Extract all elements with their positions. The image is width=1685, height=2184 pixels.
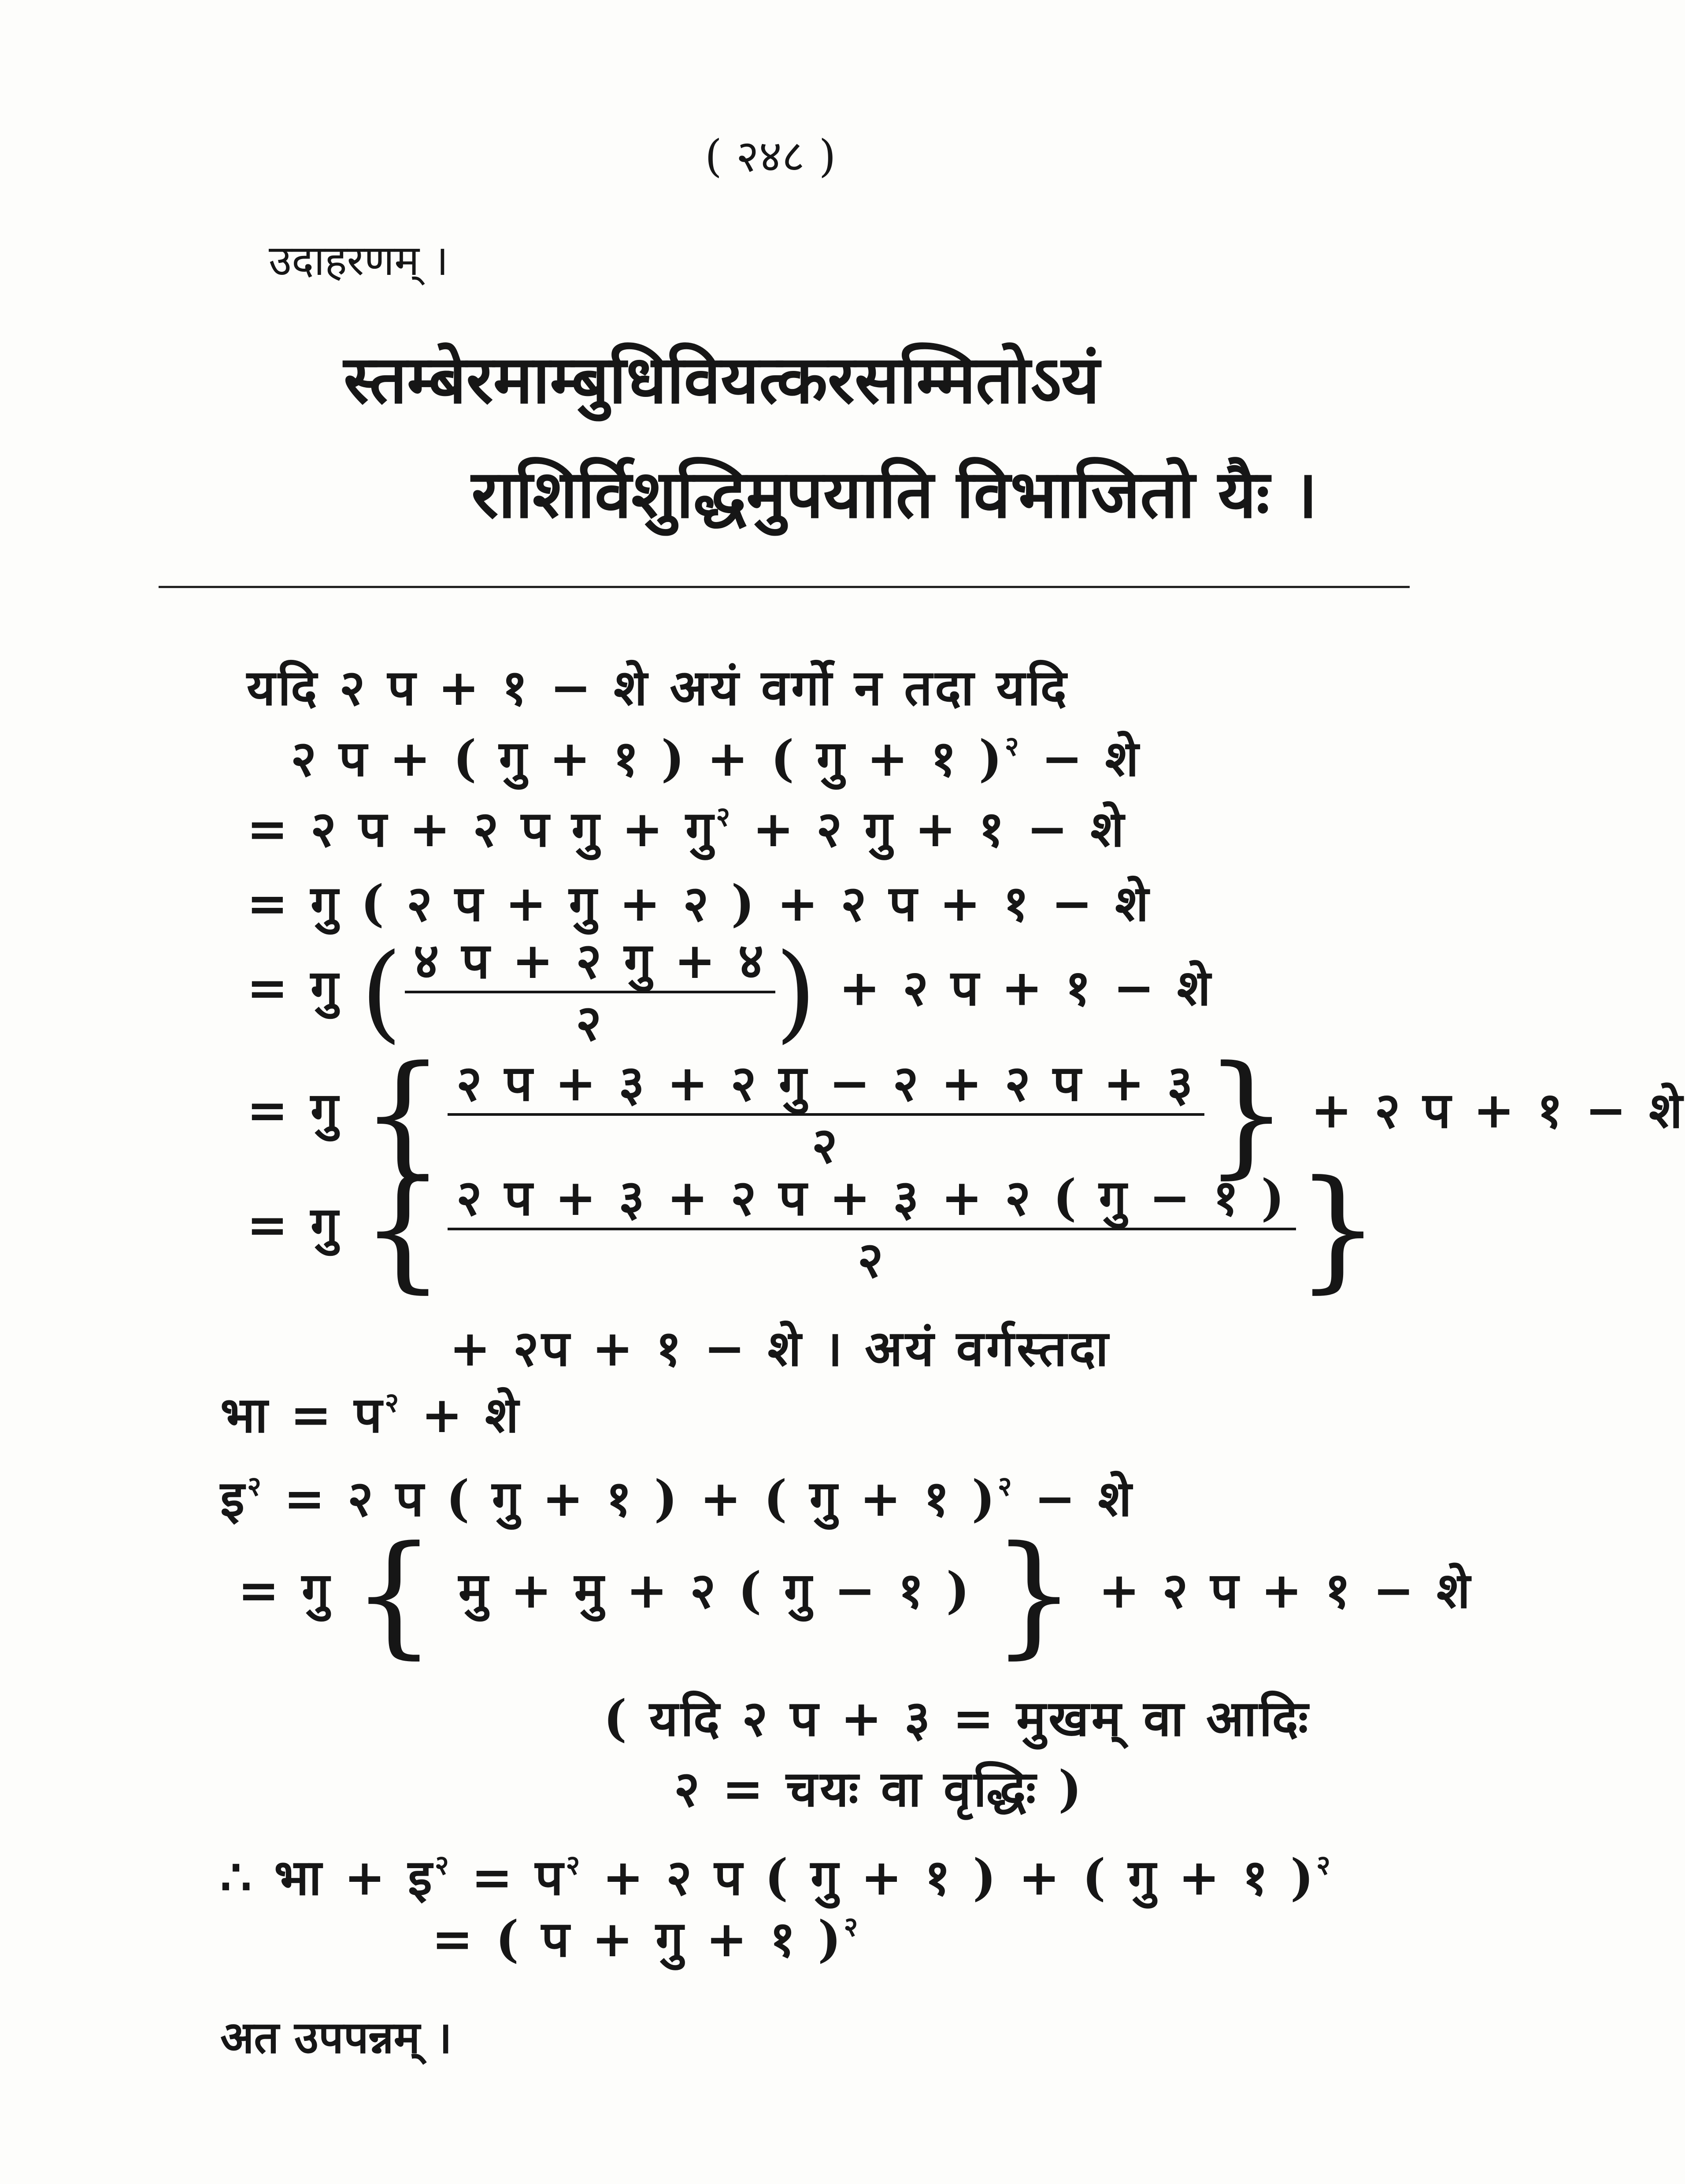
derivation-line-4: = गु ( २ प + गु + २ ) + २ प + १ − शे (247, 875, 1152, 933)
numerator: २ प + ३ + २ गु − २ + २ प + ३ (448, 1056, 1204, 1116)
expression: + २ प ( गु + १ ) + ( गु + १ ) (582, 1849, 1317, 1907)
exponent: २ (716, 800, 733, 833)
expression: भा = प (220, 1386, 385, 1444)
expression: = प (451, 1849, 566, 1907)
horizontal-rule (159, 586, 1410, 588)
fraction (405, 934, 775, 1050)
expression: इ (220, 1470, 247, 1528)
exponent: २ (1004, 730, 1022, 762)
numerator: ४ प + २ गु + ४ (405, 934, 775, 993)
expression: = गु (247, 1081, 341, 1140)
exponent: २ (844, 1910, 861, 1943)
denominator: २ (857, 1231, 886, 1289)
verse-line-1: स्तम्बेरमाम्बुधिवियत्करसम्मितोऽयं (344, 341, 1100, 418)
denominator: २ (575, 994, 604, 1052)
derivation-line-7 (247, 1152, 1383, 1306)
expression: ∴ भा + इ (220, 1849, 435, 1907)
close-brace: } (1204, 1037, 1291, 1191)
note-line-2: २ = चयः वा वृद्धिः ) (674, 1760, 1085, 1818)
verse-line-2: राशिर्विशुद्धिमुपयाति विभाजितो यैः । (471, 455, 1318, 533)
expression: = २ प ( गु + १ ) + ( गु + १ ) (264, 1470, 998, 1528)
derivation-line-12 (220, 1850, 1333, 1905)
denominator: २ (811, 1117, 840, 1174)
expression: − शे (1014, 1470, 1134, 1528)
expression: = ( प + गु + १ ) (432, 1910, 844, 1969)
derivation-line-13 (432, 1910, 861, 1969)
expression: + २ प + १ − शे (839, 959, 1213, 1017)
page-number: ( २४८ ) (705, 130, 836, 182)
fraction (448, 1056, 1204, 1173)
exponent: २ (385, 1386, 402, 1418)
expression: + २ प + १ − शे (1098, 1562, 1473, 1620)
expression: = गु (238, 1562, 332, 1620)
close-brace: } (1296, 1152, 1383, 1306)
derivation-line-3 (247, 800, 1127, 859)
numerator: २ प + ३ + २ प + ३ + २ ( गु − १ ) (448, 1171, 1296, 1230)
derivation-line-2 (291, 731, 1141, 786)
section-heading: उदाहरणम् । (269, 237, 449, 285)
expression: − शे (1021, 730, 1141, 788)
derivation-line-9 (220, 1388, 521, 1442)
expression: २ प + ( गु + १ ) + ( गु + १ ) (291, 730, 1005, 788)
derivation-line-6 (247, 1037, 1685, 1191)
open-paren: ( (360, 930, 405, 1054)
expression: + २ गु + १ − शे (733, 800, 1127, 859)
open-brace: { (360, 1152, 448, 1306)
derivation-line-1: यदि २ प + १ − शे अयं वर्गो न तदा यदि (247, 659, 1070, 717)
expression: + शे (401, 1386, 522, 1444)
exponent: २ (247, 1470, 264, 1502)
derivation-line-8: + २प + १ − शे । अयं वर्गस्तदा (449, 1320, 1111, 1377)
expression: + २ प + १ − शे (1311, 1081, 1685, 1140)
open-brace: { (352, 1518, 439, 1671)
fraction (448, 1171, 1296, 1287)
exponent: २ (566, 1849, 583, 1881)
conclusion: अत उपपन्नम् । (220, 2011, 452, 2063)
expression: मु + मु + २ ( गु − १ ) (458, 1562, 972, 1620)
exponent: २ (997, 1470, 1015, 1502)
derivation-line-5 (247, 930, 1213, 1054)
close-brace: } (992, 1518, 1079, 1671)
open-brace: { (360, 1037, 448, 1191)
expression: = गु (247, 959, 341, 1017)
exponent: २ (1316, 1849, 1333, 1881)
close-paren: ) (775, 930, 819, 1054)
exponent: २ (434, 1849, 452, 1881)
derivation-line-11 (238, 1518, 1473, 1671)
expression: = २ प + २ प गु + गु (247, 800, 716, 859)
note-line-1: ( यदि २ प + ३ = मुखम् वा आदिः (604, 1690, 1311, 1747)
expression: = गु (247, 1196, 341, 1254)
